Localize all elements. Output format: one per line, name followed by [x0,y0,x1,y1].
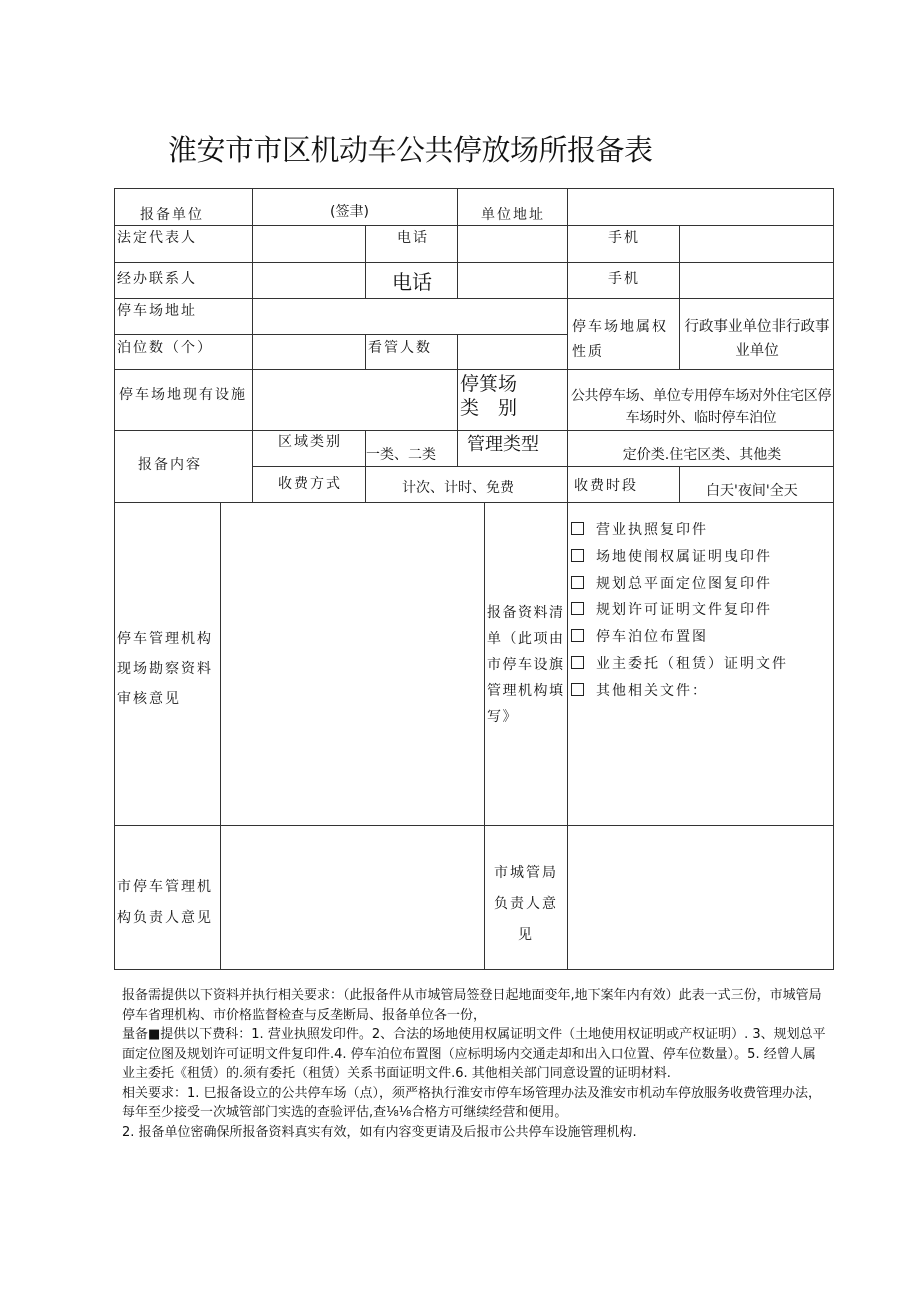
lot-category-label: 停箕场 类 别 [460,373,518,419]
charge-period-label: 收费时段 [574,478,638,494]
checkbox-icon[interactable] [571,656,584,669]
lot-ownership-label: 停车场地属权性质 [572,319,668,360]
unit-address-label: 单位地址 [481,207,545,223]
zone-label: 区域类别 [278,434,342,450]
unit-sign-field[interactable]: (签聿) [330,204,369,220]
charge-method-label: 收费方式 [278,476,342,492]
spaces-label: 泊位数（个） [117,340,213,356]
checklist-label: 报备资料清单（此项由市停车设旗管理机构填写》 [487,605,565,725]
keepers-label: 看管人数 [368,340,432,356]
note-paragraph: 报备需提供以下资料并执行相关要求：（此报备件从市城管局签登日起地面变年,地下案年内有效）此表一式三份，市城管局停车省理机构、市价格监督检查与反垄断局、报备单位各一份， [122,988,822,1023]
mobile-label: 手机 [608,230,640,246]
form-title: 淮安市市区机动车公共停放场所报备表 [168,133,653,167]
checklist-item[interactable]: 场地使闱权属证明曳印件 [571,548,772,566]
unit-label: 报备单位 [140,207,204,223]
zone-options: 一类、二类 [366,447,436,463]
contact-phone-label: 电话 [392,270,432,294]
checkbox-icon[interactable] [571,629,584,642]
lot-address-label: 停车场地址 [117,303,197,319]
checklist-item[interactable]: 规划许可证明文件复印件 [571,601,772,619]
checklist-item[interactable]: 停车泊位布置图 [571,628,708,646]
checklist-item[interactable]: 规划总平面定位图复印件 [571,575,772,593]
checkbox-icon[interactable] [571,683,584,696]
city-mgmt-opinion-label: 市停车管理机构负责人意见 [117,879,213,926]
contact-mobile-label: 手机 [608,271,640,287]
checkbox-icon[interactable] [571,576,584,589]
notes-section [122,986,828,1142]
contact-label: 经办联系人 [117,271,197,287]
note-paragraph: 2. 报备单位密确保所报备资料真实有效，如有内容变更请及后报市公共停车设施管理机构. [122,1124,637,1140]
checkbox-icon[interactable] [571,549,584,562]
phone-label: 电话 [397,230,429,246]
content-label: 报备内容 [138,457,202,473]
note-paragraph: 相关要求：1. 巳报备设立的公共停车场（点），须严格执行淮安市停车场管理办法及淮安市机动车停放服务收费管理办法，每年至少接受一次城管部门实选的查验评估,查⅛⅛合格方可继续经营和便用。 [122,1085,822,1120]
charge-period-options: 白天'夜间'全天 [706,483,798,499]
facilities-label: 停车场地现有设施 [119,387,247,403]
charge-method-options: 计次、计时、免费 [402,480,514,496]
checkbox-icon[interactable] [571,602,584,615]
lot-category-options: 公共停车场、单位专用停车场对外住宅区停车场时外、临时停车泊位 [570,388,832,426]
checklist-item[interactable]: 业主委托（租赁）证明文件 [571,655,788,673]
mgmt-type-options: 定价类.住宅区类、其他类 [622,447,782,463]
inspection-label: 停车管理机构现场勘察资料审核意见 [117,631,213,707]
legal-rep-label: 法定代表人 [117,230,197,246]
bureau-opinion-label: 市城管局负责人意见 [494,865,558,943]
checklist-item[interactable]: 营业执照复印件 [571,521,708,539]
mgmt-type-label: 管理类型 [467,434,539,455]
note-paragraph: 量备■提供以下费科：1. 营业执照发印件。2、合法的场地使用权属证明文件（土地使用权证明或产权证明）. 3、规划总平面定位图及规划许可证明文件复印件.4. 停车泊位布置图（应标明场内交通走却和出入口位置、停车位数量）。5. 经曾人属业主委托《租赁）的.须有委托（租赁）关系书面证明文件.6. 其他相关部门同意设置的证明材料. [122,1027,826,1081]
checkbox-icon[interactable] [571,522,584,535]
lot-ownership-options: 行政事业单位非行政事业单位 [684,319,830,359]
checklist-item[interactable]: 其他相关文件： [571,682,708,700]
